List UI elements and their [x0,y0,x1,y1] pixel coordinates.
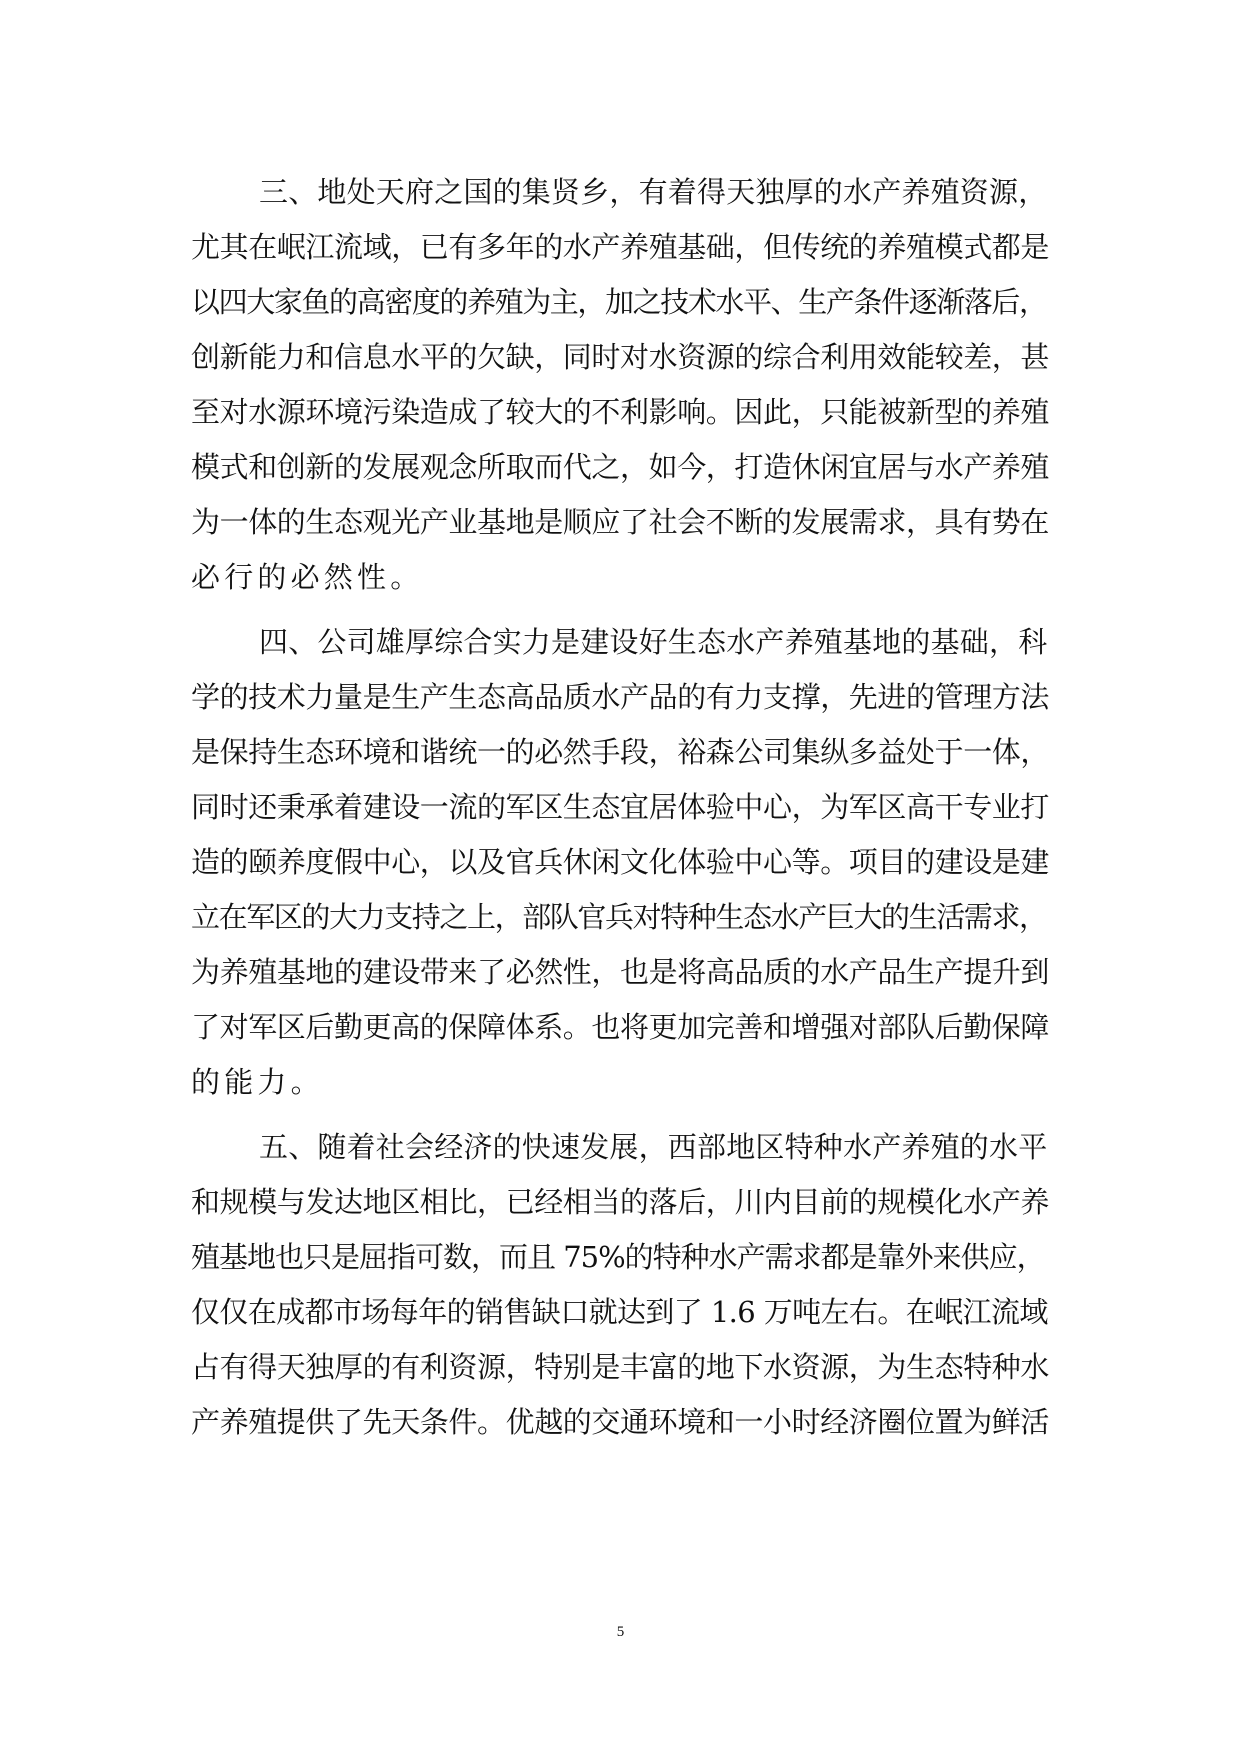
paragraph-4-line-9: 的能力。 [191,1065,324,1099]
page-number: 5 [616,1624,625,1640]
paragraph-4-line-6: 立在军区的大力支持之上，部队官兵对特种生态水产巨大的生活需求， [191,900,1047,934]
paragraph-3-line-1: 三、地处天府之国的集贤乡，有着得天独厚的水产养殖资源， [259,175,1048,209]
paragraph-5-line-5: 占有得天独厚的有利资源，特别是丰富的地下水资源，为生态特种水 [191,1350,1050,1384]
paragraph-4-line-1: 四、公司雄厚综合实力是建设好生态水产养殖基地的基础，科 [259,625,1048,659]
paragraph-4-line-4: 同时还秉承着建设一流的军区生态宜居体验中心，为军区高干专业打 [191,790,1050,824]
paragraph-3-line-2: 尤其在岷江流域，已有多年的水产养殖基础，但传统的养殖模式都是 [191,230,1050,264]
paragraph-4-line-7: 为养殖基地的建设带来了必然性，也是将高品质的水产品生产提升到 [191,955,1050,989]
paragraph-4-line-3: 是保持生态环境和谐统一的必然手段，裕森公司集纵多益处于一体， [191,735,1050,769]
paragraph-5-line-1: 五、随着社会经济的快速发展，西部地区特种水产养殖的水平 [259,1130,1048,1164]
paragraph-4-line-2: 学的技术力量是生产生态高品质水产品的有力支撑，先进的管理方法 [191,680,1050,714]
paragraph-4-line-8: 了对军区后勤更高的保障体系。也将更加完善和增强对部队后勤保障 [191,1010,1050,1044]
paragraph-3-line-8: 必行的必然性。 [191,560,424,594]
paragraph-3-line-5: 至对水源环境污染造成了较大的不利影响。因此，只能被新型的养殖 [191,395,1050,429]
paragraph-5-line-4: 仅仅在成都市场每年的销售缺口就达到了 1.6 万吨左右。在岷江流域 [191,1295,1048,1329]
paragraph-3-line-4: 创新能力和信息水平的欠缺，同时对水资源的综合利用效能较差，甚 [191,340,1050,374]
paragraph-5-line-2: 和规模与发达地区相比，已经相当的落后，川内目前的规模化水产养 [191,1185,1050,1219]
paragraph-4-line-5: 造的颐养度假中心，以及官兵休闲文化体验中心等。项目的建设是建 [191,845,1050,879]
paragraph-5-line-6: 产养殖提供了先天条件。优越的交通环境和一小时经济圈位置为鲜活 [191,1405,1050,1439]
paragraph-3-line-7: 为一体的生态观光产业基地是顺应了社会不断的发展需求，具有势在 [191,505,1050,539]
paragraph-5-line-3: 殖基地也只是屈指可数，而且 75%的特种水产需求都是靠外来供应， [191,1240,1045,1274]
paragraph-3-line-6: 模式和创新的发展观念所取而代之，如今，打造休闲宜居与水产养殖 [191,450,1050,484]
paragraph-3-line-3: 以四大家鱼的高密度的养殖为主，加之技术水平、生产条件逐渐落后， [191,285,1047,319]
